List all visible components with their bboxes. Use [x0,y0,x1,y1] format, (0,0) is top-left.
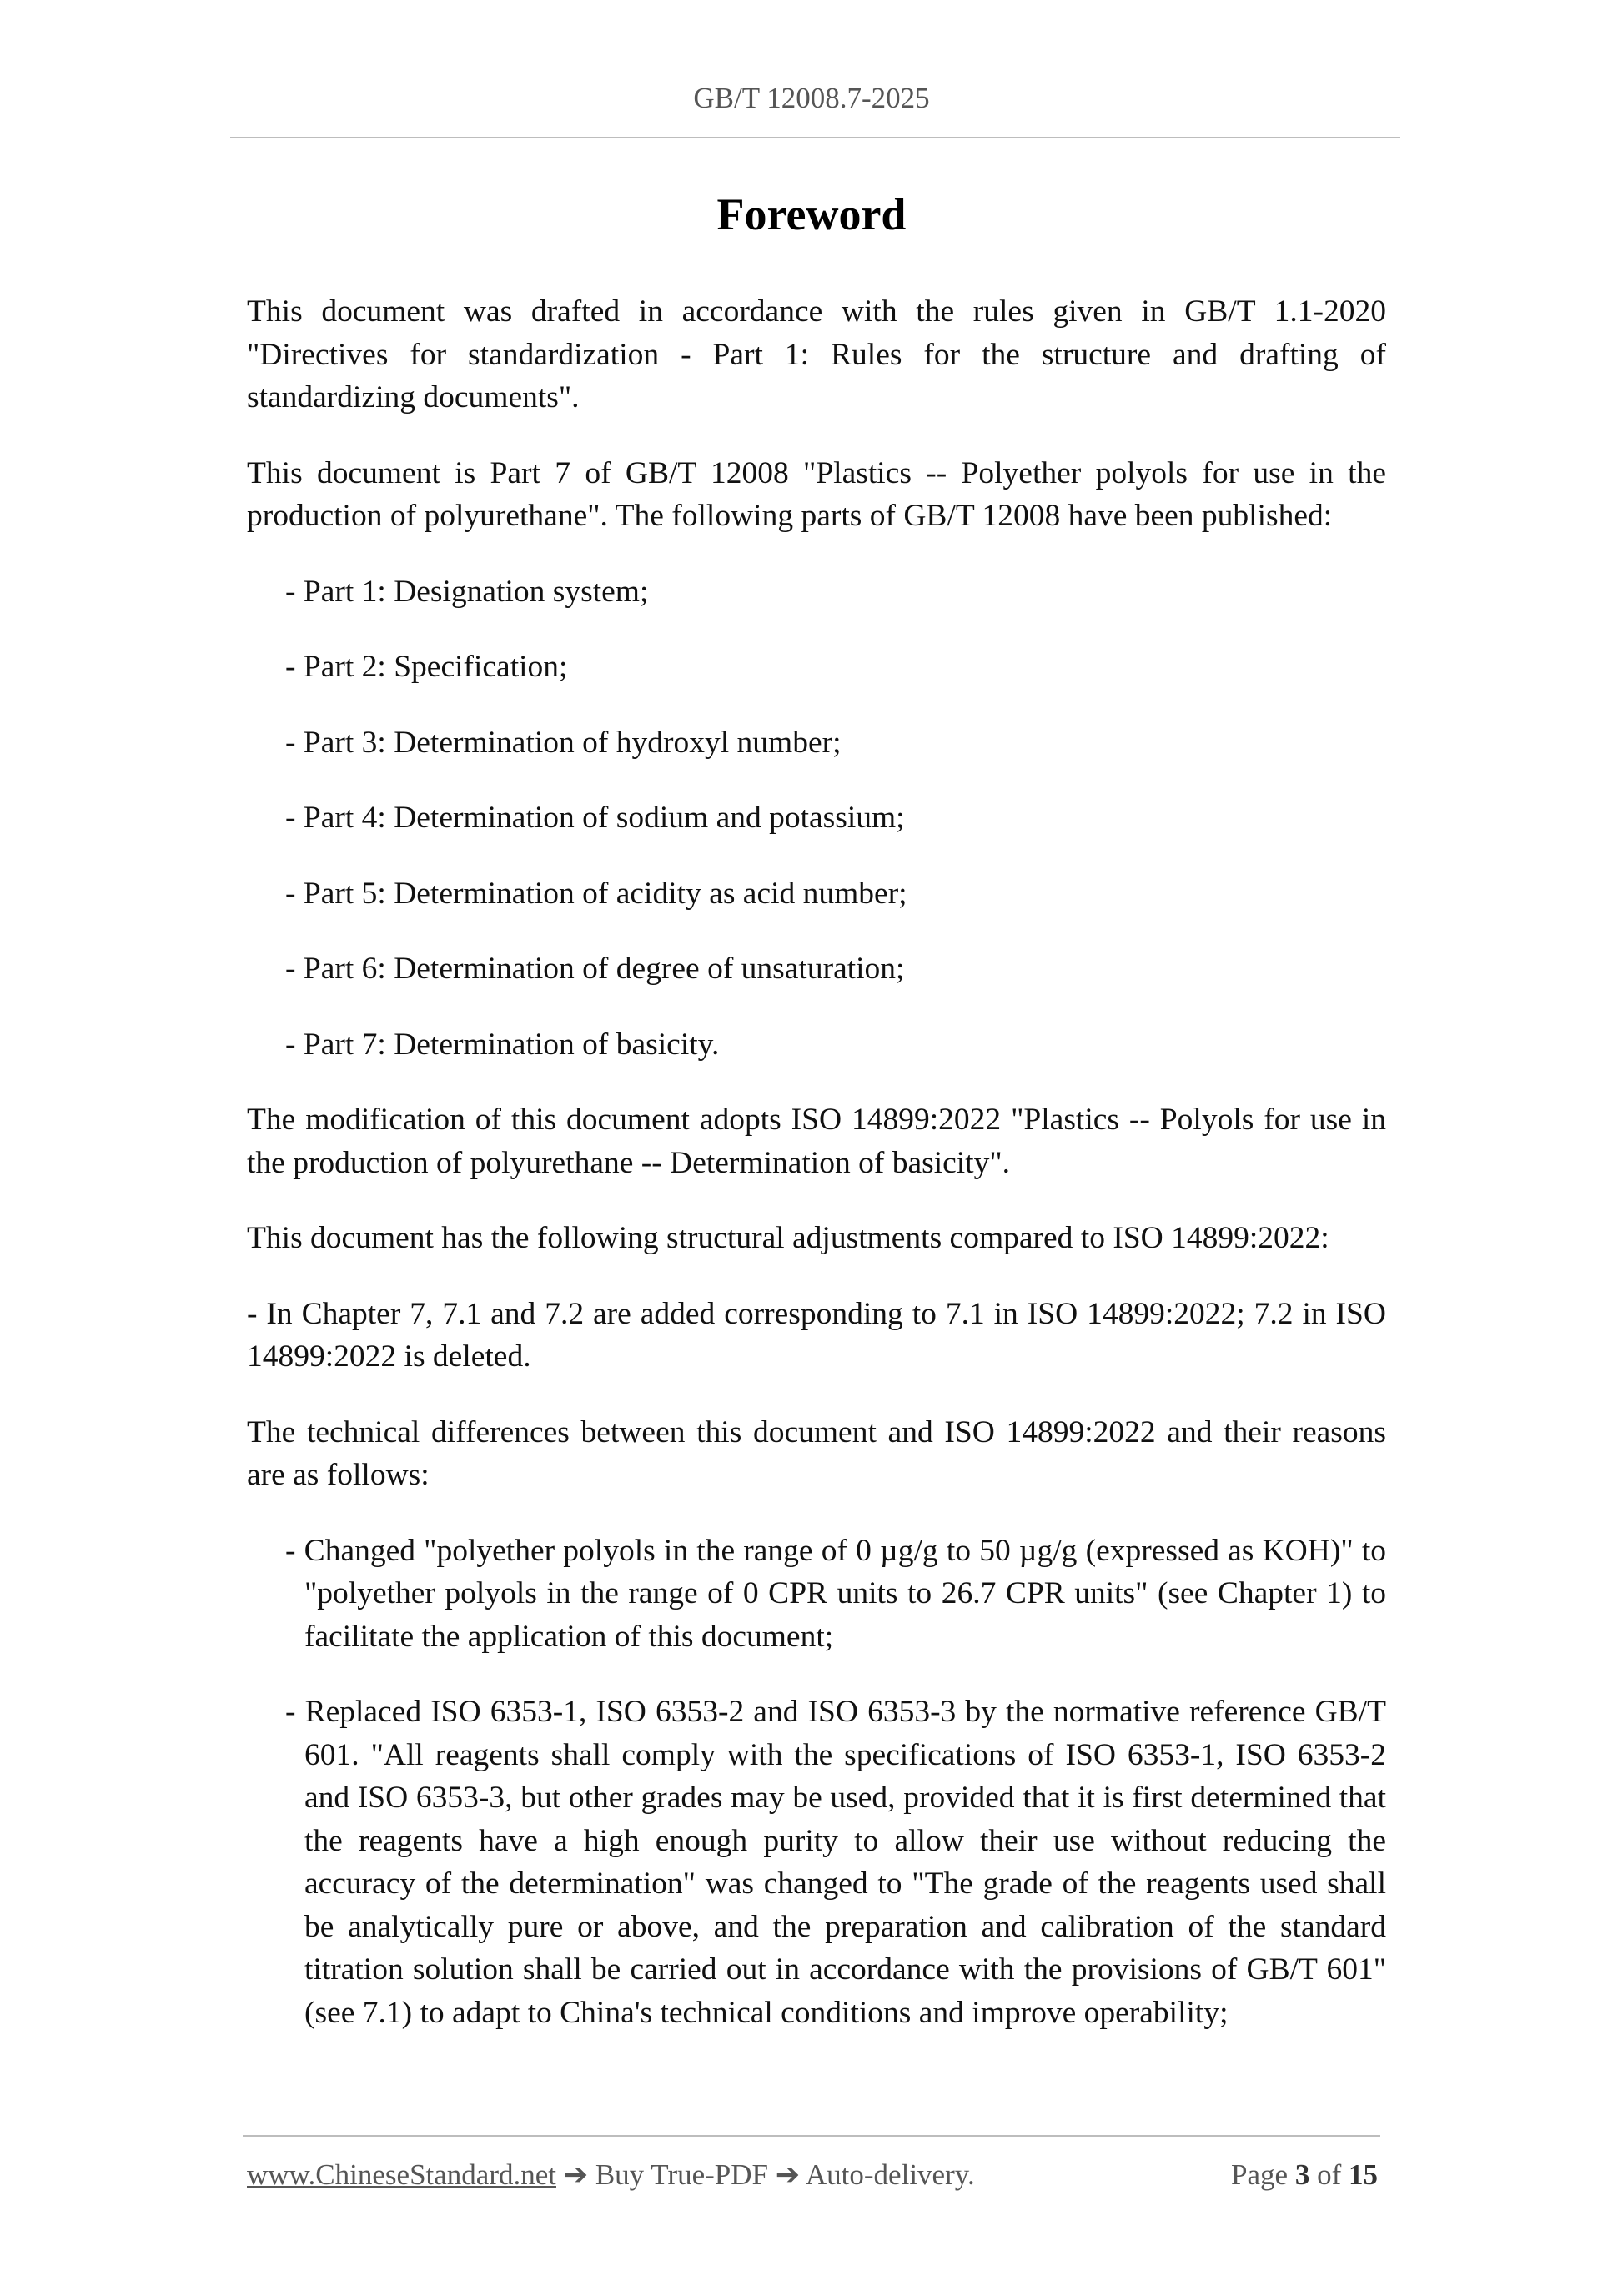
paragraph-technical-differences: The technical differences between this document and ISO 14899:2022 and their reasons are as follows: [247,1414,1386,1492]
page-title: Foreword [716,189,907,239]
paragraph-iso-adoption: The modification of this document adopts ISO 14899:2022 "Plastics -- Polyols for use in the production of polyurethane -- Determination of basicity". [247,1103,1386,1180]
footer-divider [243,2135,1380,2137]
header-divider [230,137,1400,138]
arrow-right-icon: ➔ [563,2158,589,2191]
footer-promo [247,2158,975,2192]
list-item: - Part 6: Determination of degree of unsaturation; [285,952,905,986]
auto-delivery-text: Auto-delivery. [805,2158,975,2191]
list-item: - Part 7: Determination of basicity. [285,1027,720,1062]
list-item: - Part 2: Specification; [285,650,568,684]
list-item: - Part 4: Determination of sodium and potassium; [285,801,905,835]
paragraph-structural-adjustments: This document has the following structural adjustments compared to ISO 14899:2022: [247,1221,1329,1255]
list-item: - Part 5: Determination of acidity as acid number; [285,876,907,911]
page-of-label: of [1317,2158,1342,2191]
paragraph-drafting-rules: This document was drafted in accordance with the rules given in GB/T 1.1-2020 "Directives for standardization - Part 1: Rules for the structure and drafting of standardizing documents". [247,294,1386,414]
list-item: - Part 1: Designation system; [285,574,649,609]
technical-differences-list [247,1530,1386,2035]
published-parts-list [247,570,1386,1067]
paragraph-part-seven: This document is Part 7 of GB/T 12008 "Plastics -- Polyether polyols for use in the production of polyurethane". The following parts of GB/T 12008 have been published: [247,455,1386,533]
page-number [1231,2158,1378,2192]
arrow-right-icon: ➔ [775,2158,801,2191]
total-pages: 15 [1349,2158,1378,2191]
document-code-header: GB/T 12008.7-2025 [693,82,930,114]
foreword-body [247,290,1386,2067]
page-label: Page [1231,2158,1289,2191]
current-page: 3 [1294,2158,1310,2191]
list-item: - Changed "polyether polyols in the range of 0 µg/g to 50 µg/g (expressed as KOH)" to "polyether polyols in the range of 0 CPR units to 26.7 CPR units" (see Chapter 1) to facilitate the application of this document; [285,1533,1386,1654]
paragraph-chapter-seven-note: - In Chapter 7, 7.1 and 7.2 are added corresponding to 7.1 in ISO 14899:2022; 7.2 in ISO 14899:2022 is deleted. [247,1296,1386,1374]
list-item: - Part 3: Determination of hydroxyl number; [285,725,842,760]
buy-true-pdf-text: Buy True-PDF [595,2158,768,2191]
site-link[interactable]: www.ChineseStandard.net [247,2158,556,2191]
list-item: - Replaced ISO 6353-1, ISO 6353-2 and ISO 6353-3 by the normative reference GB/T 601. "All reagents shall comply with the specifications of ISO 6353-1, ISO 6353-2 and ISO 6353-3, but other grades may be used, provided that it is first determined that the reagents have a high enough purity to allow their use without reducing the accuracy of the determination" was changed to "The grade of the reagents used shall be analytically pure or above, and the preparation and calibration of the standard titration solution shall be carried out in accordance with the provisions of GB/T 601" (see 7.1) to adapt to China's technical conditions and improve operability; [285,1695,1386,2030]
